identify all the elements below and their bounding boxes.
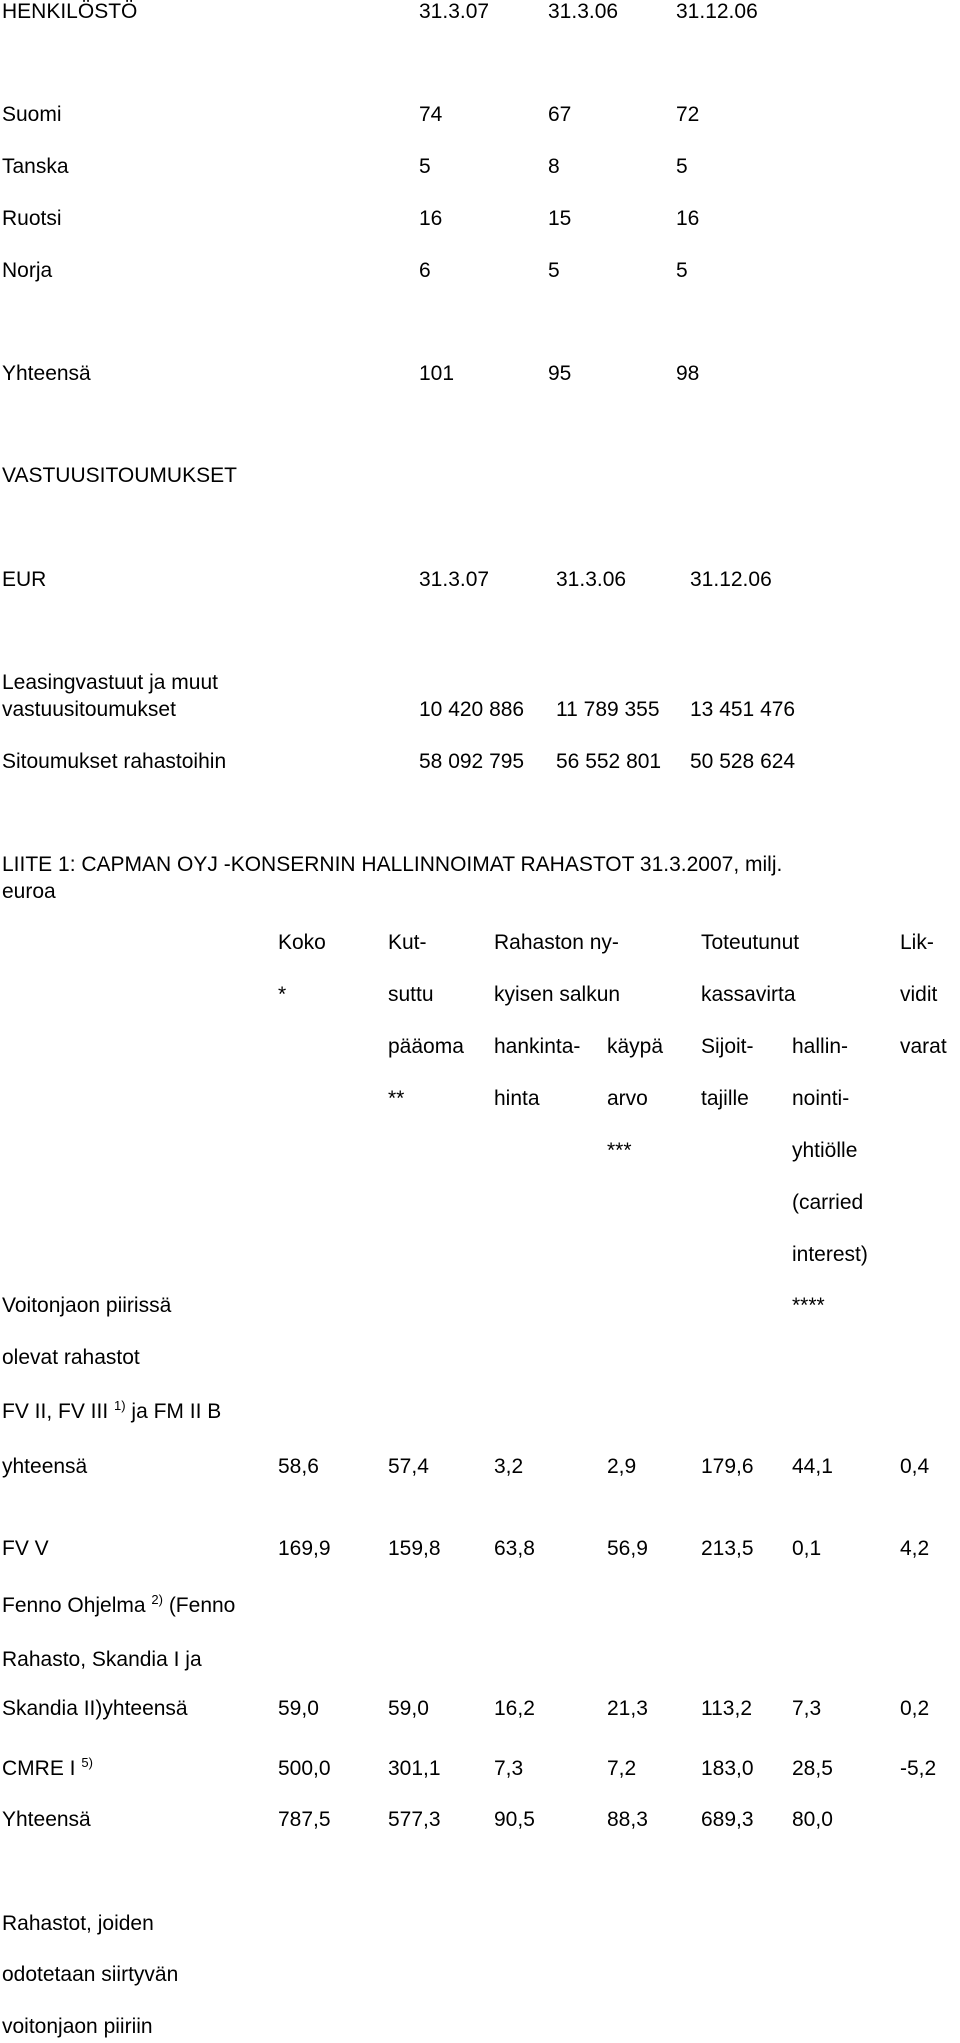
appendix-title-cont: euroa bbox=[2, 880, 56, 903]
section-label: olevat rahastot bbox=[2, 1346, 140, 1369]
row-value: 0,2 bbox=[900, 1697, 930, 1720]
col-header-cost: Rahaston ny- bbox=[494, 931, 619, 954]
staff-date-1: 31.3.07 bbox=[419, 0, 490, 23]
commitments-row-label: Sitoumukset rahastoihin bbox=[2, 750, 227, 773]
col-header-called: ** bbox=[388, 1087, 405, 1110]
row-value: 58,6 bbox=[278, 1455, 319, 1478]
commitments-row-value: 56 552 801 bbox=[556, 750, 662, 773]
col-header-cashflow: Sijoit- bbox=[701, 1035, 754, 1058]
commitments-row-label: vastuusitoumukset bbox=[2, 698, 176, 721]
col-header-cost: hinta bbox=[494, 1087, 540, 1110]
row-value: 301,1 bbox=[388, 1757, 441, 1780]
col-header-liquid: Lik- bbox=[900, 931, 934, 954]
row-value: 63,8 bbox=[494, 1537, 535, 1560]
row-value: 21,3 bbox=[607, 1697, 648, 1720]
commitments-row-value: 13 451 476 bbox=[690, 698, 796, 721]
commitments-row-value: 10 420 886 bbox=[419, 698, 525, 721]
staff-row-value: 16 bbox=[676, 207, 700, 230]
row-value: 213,5 bbox=[701, 1537, 754, 1560]
total-row-value: 787,5 bbox=[278, 1808, 331, 1831]
commitments-row-value: 11 789 355 bbox=[556, 698, 660, 721]
col-header-carried: interest) bbox=[792, 1243, 868, 1266]
row-value: 28,5 bbox=[792, 1757, 833, 1780]
total-row-value: 88,3 bbox=[607, 1808, 648, 1831]
staff-row-value: 8 bbox=[548, 155, 560, 178]
staff-total-value: 95 bbox=[548, 362, 572, 385]
row-value: 56,9 bbox=[607, 1537, 648, 1560]
row-label-prefix: Fenno Ohjelma $^{2)}$ (Fenno bbox=[2, 1592, 236, 1617]
staff-date-3: 31.12.06 bbox=[676, 0, 758, 23]
row-value: 59,0 bbox=[388, 1697, 429, 1720]
staff-row-value: 15 bbox=[548, 207, 572, 230]
staff-row-value: 74 bbox=[419, 103, 443, 126]
staff-row-value: 72 bbox=[676, 103, 700, 126]
row-value: 3,2 bbox=[494, 1455, 524, 1478]
staff-row-label: Norja bbox=[2, 259, 53, 282]
col-header-fair-value: arvo bbox=[607, 1087, 648, 1110]
col-header-cashflow: tajille bbox=[701, 1087, 749, 1110]
section-label: Voitonjaon piirissä bbox=[2, 1294, 172, 1317]
row-label: FV V bbox=[2, 1537, 49, 1560]
commitments-row-value: 50 528 624 bbox=[690, 750, 796, 773]
col-header-carried: yhtiölle bbox=[792, 1139, 858, 1162]
row-label: Skandia II)yhteensä bbox=[2, 1697, 188, 1720]
staff-row-value: 6 bbox=[419, 259, 431, 282]
row-value: 44,1 bbox=[792, 1455, 833, 1478]
col-header-fair-value: käypä bbox=[607, 1035, 664, 1058]
col-header-cost: hankinta- bbox=[494, 1035, 581, 1058]
col-header-size: * bbox=[278, 983, 287, 1006]
row-value: 2,9 bbox=[607, 1455, 637, 1478]
staff-row-label: Ruotsi bbox=[2, 207, 62, 230]
col-header-called: Kut- bbox=[388, 931, 427, 954]
total-row-value: 80,0 bbox=[792, 1808, 833, 1831]
footer-line: Rahastot, joiden bbox=[2, 1912, 154, 1935]
commitments-row-value: 58 092 795 bbox=[419, 750, 525, 773]
row-value: 7,3 bbox=[494, 1757, 524, 1780]
commitments-date-1: 31.3.07 bbox=[419, 568, 490, 591]
row-value: 500,0 bbox=[278, 1757, 331, 1780]
row-value: 7,2 bbox=[607, 1757, 637, 1780]
commitments-currency: EUR bbox=[2, 568, 47, 591]
col-header-size: Koko bbox=[278, 931, 326, 954]
footer-line: voitonjaon piiriin bbox=[2, 2015, 153, 2038]
staff-row-label: Tanska bbox=[2, 155, 69, 178]
row-value: 113,2 bbox=[701, 1697, 752, 1720]
commitments-date-2: 31.3.06 bbox=[556, 568, 627, 591]
staff-row-value: 16 bbox=[419, 207, 443, 230]
row-value: 179,6 bbox=[701, 1455, 754, 1478]
staff-row-value: 5 bbox=[419, 155, 431, 178]
col-header-called: pääoma bbox=[388, 1035, 464, 1058]
commitments-heading: VASTUUSITOUMUKSET bbox=[2, 464, 237, 487]
footer-line: odotetaan siirtyvän bbox=[2, 1963, 179, 1986]
col-header-carried: (carried bbox=[792, 1191, 864, 1214]
row-value: 7,3 bbox=[792, 1697, 822, 1720]
staff-row-label: Suomi bbox=[2, 103, 62, 126]
row-value: 159,8 bbox=[388, 1537, 441, 1560]
col-header-called: suttu bbox=[388, 983, 434, 1006]
col-header-cost: kyisen salkun bbox=[494, 983, 621, 1006]
total-row-label: Yhteensä bbox=[2, 1808, 91, 1831]
col-header-carried: **** bbox=[792, 1294, 825, 1317]
row-value: 57,4 bbox=[388, 1455, 429, 1478]
col-header-fair-value: *** bbox=[607, 1139, 632, 1162]
staff-row-value: 5 bbox=[676, 259, 688, 282]
staff-row-value: 5 bbox=[548, 259, 560, 282]
commitments-date-3: 31.12.06 bbox=[690, 568, 772, 591]
row-value: 59,0 bbox=[278, 1697, 319, 1720]
appendix-title: LIITE 1: CAPMAN OYJ -KONSERNIN HALLINNOIMAT RAHASTOT 31.3.2007, milj. bbox=[2, 853, 783, 876]
staff-total-label: Yhteensä bbox=[2, 362, 91, 385]
staff-total-value: 101 bbox=[419, 362, 455, 385]
col-header-cashflow: Toteutunut bbox=[701, 931, 800, 954]
col-header-cashflow: kassavirta bbox=[701, 983, 796, 1006]
total-row-value: 90,5 bbox=[494, 1808, 535, 1831]
staff-total-value: 98 bbox=[676, 362, 700, 385]
staff-date-2: 31.3.06 bbox=[548, 0, 619, 23]
staff-heading: HENKILÖSTÖ bbox=[2, 0, 138, 23]
total-row-value: 689,3 bbox=[701, 1808, 754, 1831]
row-value: -5,2 bbox=[900, 1757, 937, 1780]
row-value: 183,0 bbox=[701, 1757, 754, 1780]
col-header-carried: nointi- bbox=[792, 1087, 850, 1110]
row-value: 4,2 bbox=[900, 1537, 930, 1560]
col-header-liquid: varat bbox=[900, 1035, 947, 1058]
col-header-carried: hallin- bbox=[792, 1035, 849, 1058]
row-value: 0,4 bbox=[900, 1455, 930, 1478]
row-label-prefix: Rahasto, Skandia I ja bbox=[2, 1648, 202, 1671]
commitments-row-label: Leasingvastuut ja muut bbox=[2, 671, 218, 694]
staff-row-value: 5 bbox=[676, 155, 688, 178]
row-value: 169,9 bbox=[278, 1537, 331, 1560]
row-value: 0,1 bbox=[792, 1537, 822, 1560]
row-value: 16,2 bbox=[494, 1697, 535, 1720]
row-label-prefix: FV II, FV III $^{1)}$ ja FM II B bbox=[2, 1398, 222, 1423]
col-header-liquid: vidit bbox=[900, 983, 938, 1006]
row-label: yhteensä bbox=[2, 1455, 88, 1478]
total-row-value: 577,3 bbox=[388, 1808, 441, 1831]
row-label: CMRE I $^{5)}$ bbox=[2, 1755, 93, 1780]
staff-row-value: 67 bbox=[548, 103, 572, 126]
